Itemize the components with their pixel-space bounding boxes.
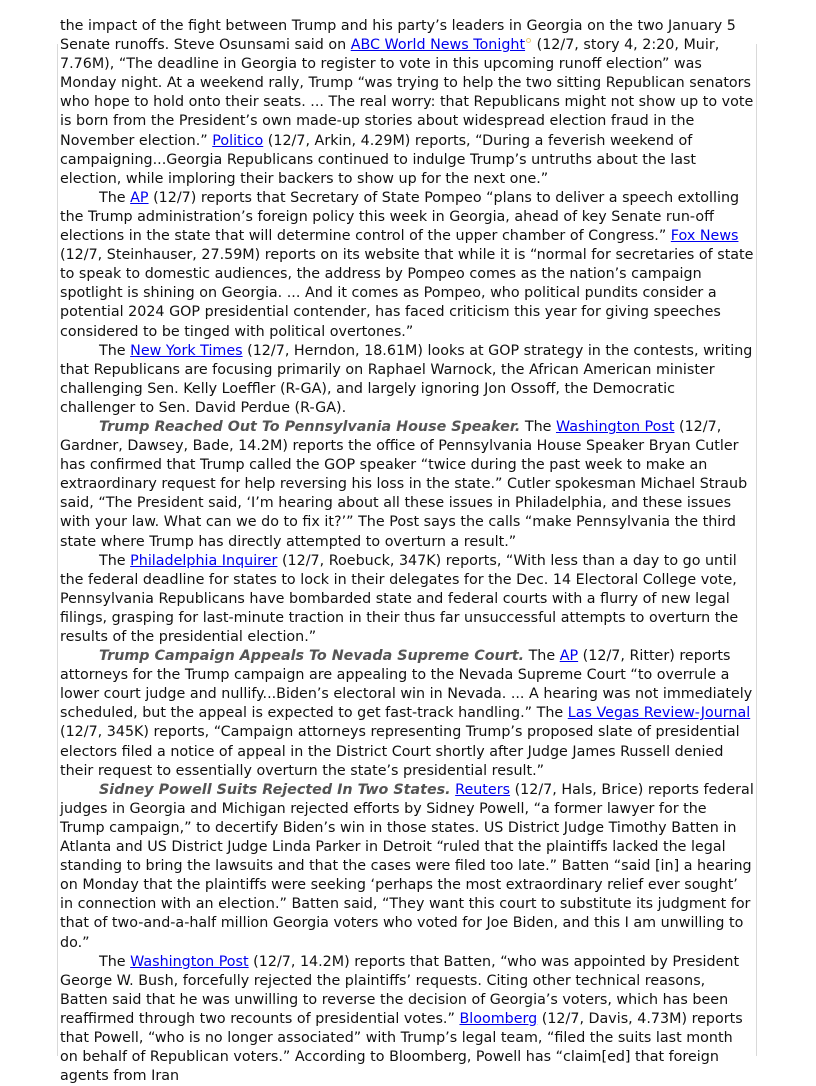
body-text: (12/7, Steinhauser, 27.59M) reports on its website that while it is “normal for secretaries of state to speak to domestic audiences, the address by Pompeo comes as the nation’s campaign spotlight is shining on Georgia. ... And it comes as Pompeo, who political pundits consider a potential 2024 GOP presidential contender, has faced criticism this year for giving speeches considered to be tinged with political overtones.” — [60, 247, 754, 340]
body-text: the impact of the fight between Trump and his party’s leaders in Georgia on the two January 5 Senate runoffs. Steve Osunsami said on — [60, 18, 736, 54]
body-text: (12/7, Ritter) reports attorneys for the Trump campaign are appealing to the Nevada Supreme Court “to overrule a lower court judge and nullify...Biden’s electoral win in Nevada. ... A hearing was not immediately scheduled, but the appeal is expected to get fast-track handling.” The — [60, 648, 753, 722]
source-link[interactable]: Politico — [212, 132, 264, 149]
source-link[interactable]: Las Vegas Review-Journal — [567, 705, 751, 722]
paragraph — [60, 189, 754, 342]
body-text: (12/7, Hals, Brice) reports federal judges in Georgia and Michigan rejected efforts by Sidney Powell, “a former lawyer for the Trump campaign,” to decertify Biden’s win in those states. US District Judge Timothy Batten in Atlanta and US District Judge Linda Parker in Detroit “ruled that the plaintiffs lacked the legal standing to bring the lawsuits and that the cases were filed too late.” Batten “said [in] a hearing on Monday that the plaintiffs were seeking ‘perhaps the most extraordinary relief ever sought’ in connection with an election.” Batten said, “They want this court to substitute its judgment for that of two-and-a-half million Georgia voters who voted for Joe Biden, and this I am unwilling to do.” — [60, 781, 754, 951]
link-marker-icon — [526, 38, 531, 43]
paragraph — [60, 342, 754, 418]
source-link[interactable]: Bloomberg — [459, 1010, 538, 1027]
body-text: (12/7, Herndon, 18.61M) looks at GOP strategy in the contests, writing that Republicans are focusing primarily on Raphael Warnock, the African American minister challenging Sen. Kelly Loeffler (R-GA), and largely ignoring Jon Ossoff, the Democratic challenger to Sen. David Perdue (R-GA). — [60, 342, 753, 416]
body-text: (12/7, 345K) reports, “Campaign attorneys representing Trump’s proposed slate of presidential electors filed a notice of appeal in the District Court shortly after Judge James Russell denied their request to essentially overturn the state’s presidential result.” — [60, 724, 740, 779]
body-text: (12/7, Arkin, 4.29M) reports, “During a feverish weekend of campaigning...Georgia Republicans continued to indulge Trump’s untruths about the last election, while imploring their backers to show up for the next one.” — [60, 132, 697, 187]
source-link[interactable]: Fox News — [670, 228, 739, 245]
right-margin-rule — [756, 44, 757, 1056]
body-text: The — [99, 953, 131, 970]
body-text: (12/7, Davis, 4.73M) reports that Powell, “who is no longer associated” with Trump’s legal team, “filed the suits last month on behalf of Republican voters.” According to Bloomberg, Powell has “claim[ed] that foreign agents from Iran — [60, 1010, 743, 1085]
source-link[interactable]: Washington Post — [130, 953, 249, 970]
body-text: (12/7, Gardner, Dawsey, Bade, 14.2M) reports the office of Pennsylvania House Speaker Bryan Cutler has confirmed that Trump called the GOP speaker “twice during the past week to make an extraordinary request for help reversing his loss in the state.” Cutler spokesman Michael Straub said, “The President said, ‘I’m hearing about all these issues in Philadelphia, and these issues with your law. What can we do to fix it?’” The Post says the calls “make Pennsylvania the third state where Trump has directly attempted to overturn a result.” — [60, 418, 748, 550]
body-text: The — [99, 189, 131, 206]
source-link[interactable]: AP — [130, 189, 149, 206]
body-text: (12/7, 14.2M) reports that Batten, “who was appointed by President George W. Bush, forcefully rejected the plaintiffs’ requests. Citing other technical reasons, Batten said that he was unwilling to reverse the decision of Georgia’s voters, which has been reaffirmed through two recounts of presidential votes.” — [60, 953, 740, 1027]
section-heading: Trump Reached Out To Pennsylvania House Speaker. — [99, 418, 521, 435]
paragraph — [60, 953, 754, 1086]
source-link[interactable]: Reuters — [455, 781, 511, 798]
body-text: The — [520, 418, 556, 435]
body-text: (12/7, Roebuck, 347K) reports, “With less than a day to go until the federal deadline for states to lock in their delegates for the Dec. 14 Electoral College vote, Pennsylvania Republicans have bombarded state and federal courts with a flurry of new legal filings, grasping for last-minute traction in their thus far unsuccessful attempts to overturn the results of the presidential election.” — [60, 552, 739, 645]
body-text: The — [524, 648, 560, 665]
source-link[interactable]: AP — [559, 648, 579, 665]
section-heading: Sidney Powell Suits Rejected In Two States. — [99, 781, 451, 798]
paragraph — [60, 418, 754, 552]
source-link[interactable]: Philadelphia Inquirer — [130, 552, 278, 569]
body-text: The — [99, 342, 131, 359]
article-body — [60, 17, 754, 1086]
body-text: The — [99, 552, 131, 569]
source-link[interactable]: ABC World News Tonight — [350, 37, 526, 54]
source-link[interactable]: Washington Post — [555, 418, 675, 435]
section-heading: Trump Campaign Appeals To Nevada Supreme Court. — [99, 648, 525, 665]
paragraph — [60, 552, 754, 647]
paragraph — [60, 647, 754, 781]
paragraph — [60, 17, 754, 189]
source-link[interactable]: New York Times — [130, 342, 243, 359]
left-margin-rule — [57, 44, 58, 1056]
body-text: (12/7) reports that Secretary of State Pompeo “plans to deliver a speech extolling the Trump administration’s foreign policy this week in Georgia, ahead of key Senate run-off elections in the state that will determine control of the upper chamber of Congress.” — [60, 189, 740, 245]
paragraph — [60, 781, 754, 953]
body-text: (12/7, story 4, 2:20, Muir, 7.76M), “The deadline in Georgia to register to vote in this upcoming runoff election” was Monday night. At a weekend rally, Trump “was trying to help the two sitting Republican senators who hope to hold onto their seats. ... The real worry: that Republicans might not show up to vote is born from the President’s own made-up stories about widespread election fraud in the November election.” — [60, 37, 754, 149]
